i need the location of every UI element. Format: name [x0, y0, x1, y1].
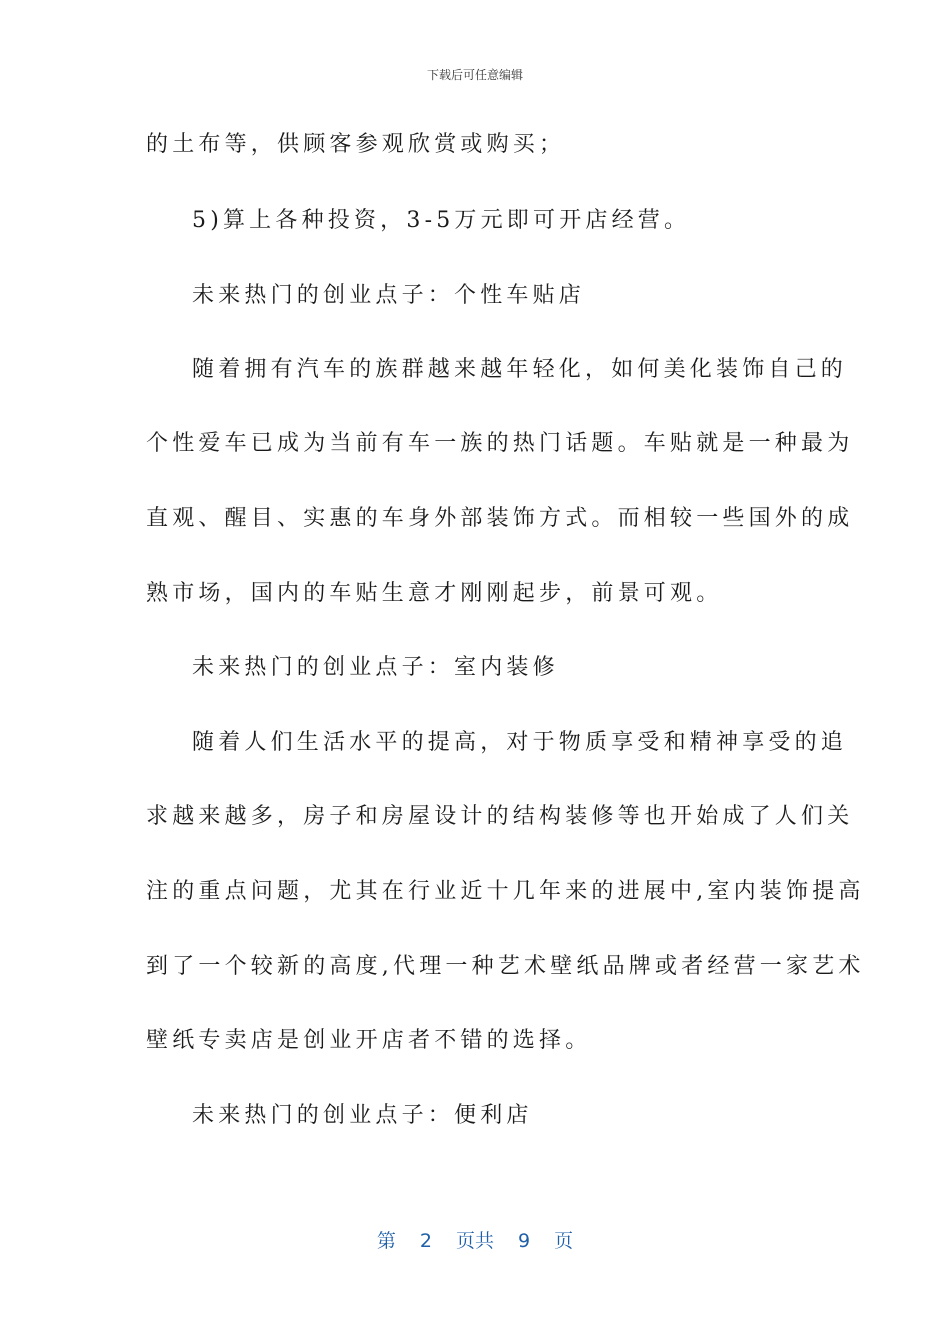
text-line: 到了一个较新的高度,代理一种艺术壁纸品牌或者经营一家艺术	[146, 954, 865, 979]
text-line: 个性爱车已成为当前有车一族的热门话题。车贴就是一种最为	[146, 431, 854, 456]
section-heading: 未来热门的创业点子：便利店	[192, 1103, 533, 1128]
footer-prefix: 第	[376, 1230, 396, 1252]
text-line: 注的重点问题，尤其在行业近十几年来的进展中,室内装饰提高	[146, 879, 865, 904]
footer-suffix: 页	[554, 1230, 574, 1252]
text-line: 壁纸专卖店是创业开店者不错的选择。	[146, 1028, 592, 1053]
text-line: 熟市场，国内的车贴生意才刚刚起步，前景可观。	[146, 581, 723, 606]
text-line: 求越来越多，房子和房屋设计的结构装修等也开始成了人们关	[146, 804, 854, 829]
footer-total-pages: 9	[518, 1230, 531, 1252]
page-header-note: 下载后可任意编辑	[426, 68, 523, 82]
text-line: 随着拥有汽车的族群越来越年轻化，如何美化装饰自己的	[192, 357, 848, 382]
text-line: 5)算上各种投资，3-5万元即可开店经营。	[192, 208, 691, 233]
section-heading: 未来热门的创业点子：个性车贴店	[192, 283, 586, 308]
text-line: 直观、醒目、实惠的车身外部装饰方式。而相较一些国外的成	[146, 506, 854, 531]
footer-page-number: 2	[419, 1230, 432, 1252]
text-line: 的土布等，供顾客参观欣赏或购买；	[146, 132, 566, 157]
text-line: 随着人们生活水平的提高，对于物质享受和精神享受的追	[192, 730, 848, 755]
page-footer	[0, 1226, 950, 1253]
section-heading: 未来热门的创业点子：室内装修	[192, 655, 559, 680]
footer-middle: 页共	[455, 1230, 494, 1252]
